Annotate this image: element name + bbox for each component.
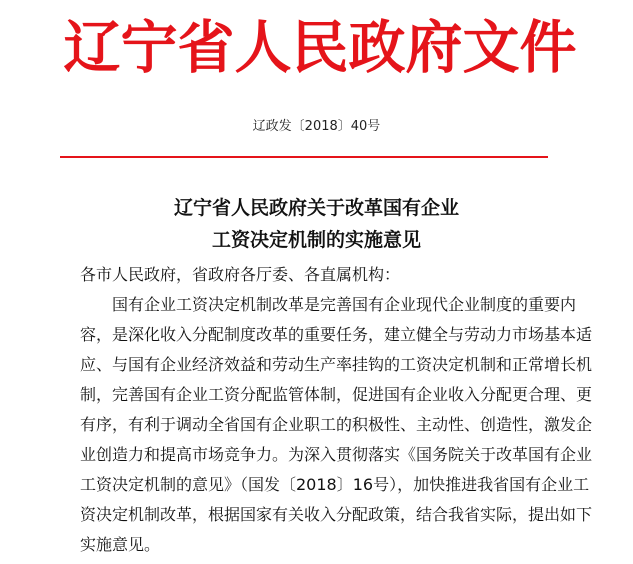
body-line: 有序，有利于调动全省国有企业职工的积极性、主动性、创造性，激发企 <box>80 415 593 434</box>
body-line: 国有企业工资决定机制改革是完善国有企业现代企业制度的重要内 <box>112 295 577 314</box>
red-divider-line <box>60 156 548 158</box>
document-number: 辽政发〔2018〕40号 <box>252 119 381 134</box>
body-line: 容，是深化收入分配制度改革的重要任务，建立健全与劳动力市场基本适 <box>80 325 593 344</box>
document-header-title: 辽宁省人民政府文件 <box>63 14 577 81</box>
body-line: 实施意见。 <box>80 535 161 554</box>
body-line: 工资决定机制的意见》（国发〔2018〕16号），加快推进我省国有企业工 <box>80 475 590 494</box>
body-line: 应、与国有企业经济效益和劳动生产率挂钩的工资决定机制和正常增长机 <box>80 355 593 374</box>
salutation: 各市人民政府，省政府各厅委、各直属机构： <box>80 265 401 284</box>
body-line: 业创造力和提高市场竞争力。为深入贯彻落实《国务院关于改革国有企业 <box>80 445 593 464</box>
document-title-line-2: 工资决定机制的实施意见 <box>211 229 421 251</box>
document-title-line-1: 辽宁省人民政府关于改革国有企业 <box>173 197 459 219</box>
body-line: 资决定机制改革，根据国家有关收入分配政策，结合我省实际，提出如下 <box>80 505 593 524</box>
body-line: 制，完善国有企业工资分配监管体制，促进国有企业收入分配更合理、更 <box>80 385 593 404</box>
